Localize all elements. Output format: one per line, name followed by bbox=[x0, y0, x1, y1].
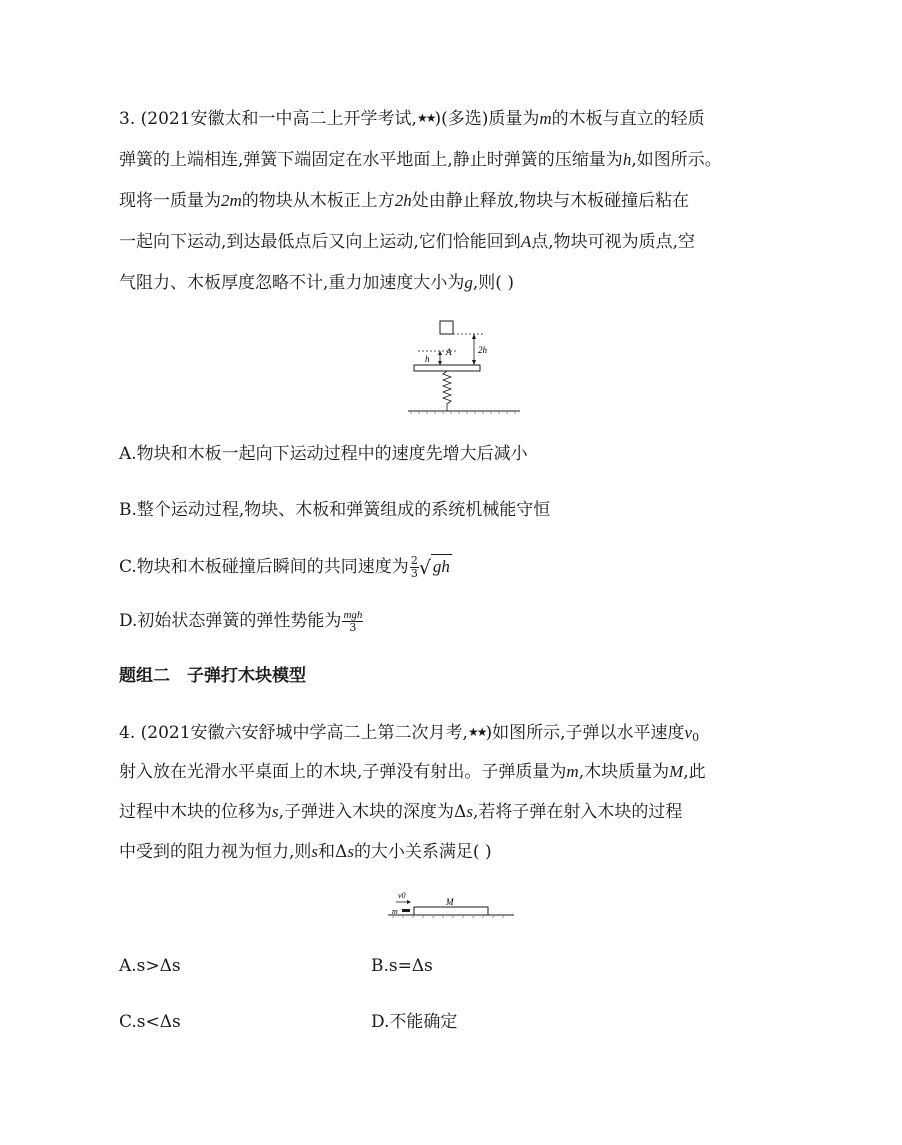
label-M: M bbox=[446, 897, 454, 907]
label-h: h bbox=[425, 354, 430, 364]
label-2h: 2h bbox=[478, 345, 487, 355]
q4-option-b: B.s=Δs bbox=[371, 956, 433, 976]
label-m: m bbox=[392, 907, 398, 916]
wooden-block bbox=[414, 907, 488, 915]
q4-option-a: A.s>Δs bbox=[119, 956, 181, 976]
difficulty-star-icon: ★★ bbox=[467, 725, 486, 739]
q4-source: (2021安徽六安舒城中学高二上第二次月考, bbox=[140, 723, 468, 743]
q3-number: 3. bbox=[119, 109, 136, 129]
q4-line-3: 过程中木块的位移为s,子弹进入木块的深度为Δs,若将子弹在射入木块的过程 bbox=[119, 802, 683, 822]
q3-line-4: 一起向下运动,到达最低点后又向上运动,它们恰能回到A点,物块可视为质点,空 bbox=[119, 232, 696, 252]
q3-option-c: C.物块和木板碰撞后瞬间的共同速度为 $\frac{2}{3}$ √ gh bbox=[119, 554, 450, 580]
bullet bbox=[402, 909, 410, 912]
label-v0: v0 bbox=[398, 891, 406, 900]
spring bbox=[443, 371, 451, 411]
q4-line-4: 中受到的阻力视为恒力,则s和Δs的大小关系满足( ) bbox=[119, 842, 492, 862]
q3-source: (2021安徽太和一中高二上开学考试, bbox=[140, 109, 417, 129]
fraction-mgh-3: $\frac{\text{mgh}}{3}$ bbox=[343, 609, 363, 634]
q4-number: 4. bbox=[119, 723, 136, 743]
label-A: A bbox=[446, 347, 452, 357]
q3-type: (多选) bbox=[441, 109, 489, 129]
q3-line-1: 3. (2021安徽太和一中高二上开学考试,★★)(多选)质量为m的木板与直立的轻质 bbox=[119, 109, 705, 129]
q3-option-a: A.物块和木板一起向下运动过程中的速度先增大后减小 bbox=[119, 444, 528, 464]
q3-line-3: 现将一质量为2m的物块从木板正上方2h处由静止释放,物块与木板碰撞后粘在 bbox=[119, 191, 690, 211]
sqrt-icon: √ bbox=[418, 557, 431, 579]
difficulty-star-icon: ★★ bbox=[416, 111, 435, 125]
q3-option-b: B.整个运动过程,物块、木板和弹簧组成的系统机械能守恒 bbox=[119, 500, 551, 520]
q4-line-1: 4. (2021安徽六安舒城中学高二上第二次月考,★★)如图所示,子弹以水平速度$v_0$ bbox=[119, 723, 700, 744]
block bbox=[440, 321, 453, 334]
q3-line-2: 弹簧的上端相连,弹簧下端固定在水平地面上,静止时弹簧的压缩量为h,如图所示。 bbox=[119, 150, 722, 170]
board bbox=[414, 365, 480, 371]
q3-option-d: D.初始状态弹簧的弹性势能为 $\frac{\text{mgh}}{3}$ bbox=[119, 609, 363, 634]
q4-option-c: C.s<Δs bbox=[119, 1012, 181, 1032]
q4-option-d: D.不能确定 bbox=[371, 1012, 458, 1032]
fraction-2-3: $\frac{2}{3}$ bbox=[410, 554, 418, 580]
q4-line-2: 射入放在光滑水平桌面上的木块,子弹没有射出。子弹质量为m,木块质量为M,此 bbox=[119, 762, 706, 782]
bullet-block-figure bbox=[388, 888, 518, 924]
spring-board-figure bbox=[400, 315, 530, 417]
section-heading: 题组二 子弹打木块模型 bbox=[119, 666, 306, 686]
q3-line-5: 气阻力、木板厚度忽略不计,重力加速度大小为g,则( ) bbox=[119, 273, 514, 293]
